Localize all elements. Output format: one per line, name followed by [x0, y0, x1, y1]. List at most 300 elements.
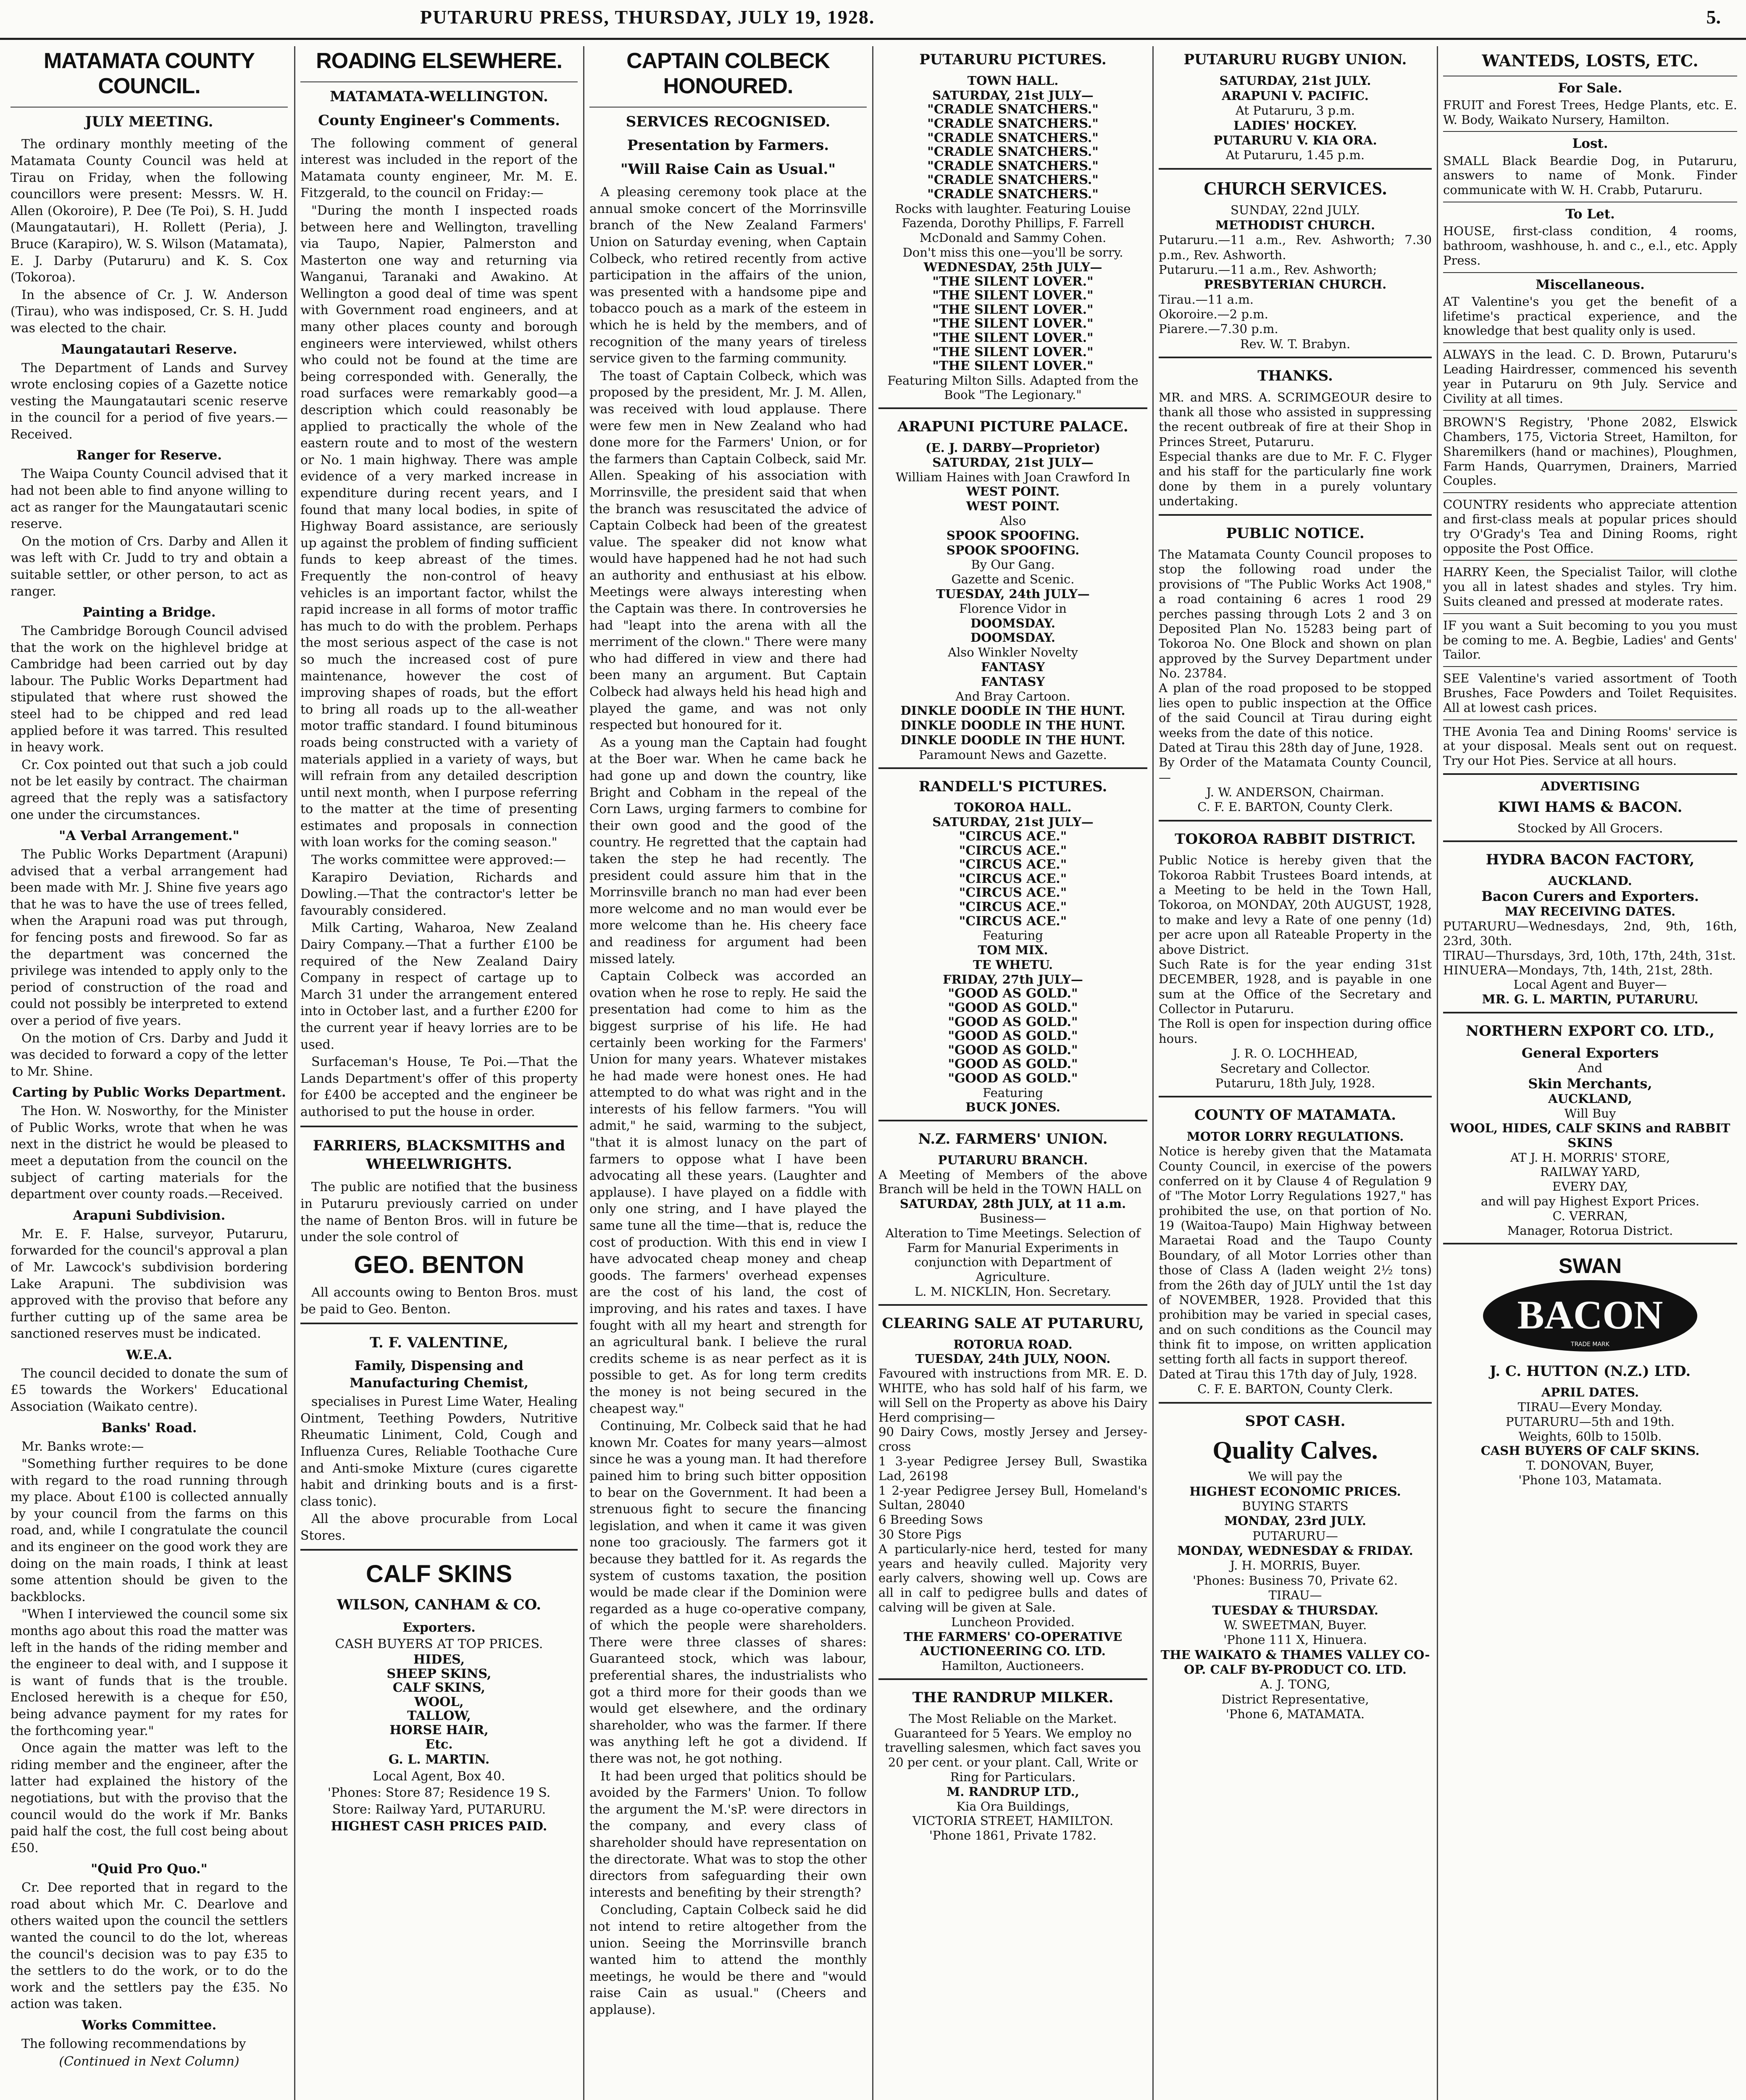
ad-title: PUTARURU RUGBY UNION. — [1183, 51, 1407, 68]
ad-weights: Weights, 60lb to 150lb. — [1518, 1429, 1662, 1444]
section-heading: Maungatautari Reserve. — [61, 341, 237, 357]
kiwi-hams-ad — [1443, 773, 1737, 835]
ad-location: EVERY DAY, — [1552, 1179, 1628, 1194]
ad-title: NORTHERN EXPORT CO. LTD., — [1466, 1022, 1714, 1040]
ad-role: District Representative, — [1221, 1692, 1369, 1706]
category: Miscellaneous. — [1536, 277, 1645, 292]
ad-city: AUCKLAND. — [1548, 874, 1632, 888]
ad-body: The Most Reliable on the Market. Guaranteed for 5 Years. We employ no travelling salesmen, which fact saves you 20 per cent. or your plant. Call, Write or Ring for Particulars. — [884, 1711, 1141, 1784]
film-title: "CIRCUS ACE." — [959, 899, 1067, 914]
film-title: DOOMSDAY. — [970, 616, 1055, 630]
ad-street: VICTORIA STREET, HAMILTON. — [912, 1814, 1114, 1828]
section-heading: Painting a Bridge. — [82, 605, 216, 620]
masthead — [0, 0, 1746, 40]
section-title: WANTEDS, LOSTS, ETC. — [1482, 51, 1699, 70]
ad-signature: C. F. E. BARTON, County Clerk. — [1197, 800, 1393, 814]
film-title: "CIRCUS ACE." — [959, 829, 1067, 844]
column-3 — [589, 46, 867, 2100]
ad-item-list — [300, 1653, 578, 1751]
film-title: "THE SILENT LOVER." — [932, 330, 1094, 345]
logo-bacon: BACON — [1517, 1292, 1663, 1338]
column-rule — [872, 46, 873, 2100]
ad-venue: ROTORUA ROAD. — [953, 1337, 1073, 1352]
ad-title: COUNTY OF MATAMATA. — [1194, 1107, 1396, 1124]
ad-body: specialises in Purest Lime Water, Healing Ointment, Teething Powders, Nutritive Rheumatic Liniment, Cold, Cough and Influenza Cures, Reliable Toothache Cure and Anti-smoke Mixture (cures cigarette habit and drinking bouts and is a first-class tonic). — [300, 1394, 578, 1509]
film-title: "CRADLE SNATCHERS." — [927, 173, 1099, 188]
film-title: "GOOD AS GOLD." — [948, 1057, 1078, 1072]
calf-skins-ad — [300, 1549, 578, 1835]
film-title: "THE SILENT LOVER." — [932, 344, 1094, 360]
ad-lunch: Luncheon Provided. — [951, 1614, 1075, 1629]
ad-body: Stocked by All Grocers. — [1517, 821, 1663, 835]
film-title: "GOOD AS GOLD." — [948, 1042, 1078, 1058]
ad-body: By Order of the Matamata County Council,— — [1159, 755, 1432, 785]
paragraph: The Public Works Department (Arapuni) advised that a verbal arrangement had been made with Mr. J. Shine five years ago that he was to have the use of trees felled, when the Arapuni road was put through, for fencing posts and firewood. So far as the department was concerned the privilege was intended to apply only to the period of construction of the road and could not possibly be interpreted to extend over a period of five years. — [11, 847, 288, 1028]
ad-date: WEDNESDAY, 25th JULY— — [923, 260, 1102, 274]
ad-signature: L. M. NICKLIN, Hon. Secretary. — [915, 1284, 1111, 1299]
film-star: TOM MIX. — [978, 942, 1048, 957]
ad-section: LADIES' HOCKEY. — [1233, 118, 1357, 133]
film-title: "CRADLE SNATCHERS." — [927, 102, 1099, 117]
column-rule — [583, 46, 584, 2100]
film-title: "CRADLE SNATCHERS." — [927, 130, 1099, 145]
film-desc: Gazette and Scenic. — [951, 572, 1075, 587]
film-title: "CIRCUS ACE." — [959, 871, 1067, 886]
ad-phone: 'Phone 6, MATAMATA. — [1225, 1707, 1365, 1722]
ad-subtitle: Skin Merchants, — [1528, 1075, 1652, 1092]
section-heading: W.E.A. — [126, 1347, 173, 1362]
ad-agent: Local Agent and Buyer— — [1513, 977, 1667, 992]
paragraph: The Hon. W. Nosworthy, for the Minister of Public Works, wrote that when he was next in the district he would be pleased to meet a deputation from the council on the subject of carting materials for the department over county roads.—Received. — [11, 1104, 288, 1202]
film-title: FANTASY — [981, 674, 1045, 689]
column-2 — [300, 46, 578, 2100]
farriers-ad — [300, 1126, 578, 1318]
section-heading: Arapuni Subdivision. — [73, 1208, 226, 1223]
ad-cash: HIGHEST CASH PRICES PAID. — [331, 1819, 547, 1834]
church-name: METHODIST CHURCH. — [1215, 218, 1375, 232]
ad-phone: 'Phones: Business 70, Private 62. — [1192, 1573, 1398, 1588]
article-subtitle: SERVICES RECOGNISED. — [626, 113, 831, 130]
film-desc: Featuring Milton Sills. Adapted from the Book "The Legionary." — [887, 373, 1139, 402]
paragraph: "During the month I inspected roads between here and Wellington, travelling via Taupo, Napier, Palmerston and Masterton one way and returning via Wanganui, Taranaki and Awakino. At Wellington a good deal of time was spent with Government road engineers, and at many other places county and borough engineers were interviewed, whilst others who could not be found at the time are being corresponded with. Generally, the road surfaces were remarkably good—a description which could reasonably be applied to practically the whole of the eastern route and to most of the western or No. 1 main highway. There was ample evidence of a very marked increase in expenditure during recent years, and I found that many local bodies, in spite of Highway Board assistance, are seriously up against the problem of finding sufficient funds to keep abreast of the times. Frequently the non-control of heavy vehicles is an important factor, whilst the rapid increase in all forms of motor traffic has much to do with the problem. Perhaps the most serious aspect of the case is not so much the increased cost of pure maintenance, however the cost of improving shapes of roads, but the effort to bring all roads up to the all-weather motor traffic standard. I found bituminous roads being constructed with a variety of materials applied in a variety of ways, but will refrain from any detailed description until next month, when I purpose referring to the matter at the time of presenting estimates and proposals in connection with loan works for the coming season." — [300, 203, 578, 850]
ad-firm: M. RANDRUP LTD., — [947, 1784, 1079, 1799]
service-line: Tirau.—11 a.m. — [1159, 292, 1254, 307]
ad-body: And — [1578, 1061, 1603, 1076]
arapuni-picture-ad — [878, 407, 1147, 762]
film-title: "CIRCUS ACE." — [959, 857, 1067, 872]
ad-date: SATURDAY, 21st JULY— — [932, 88, 1094, 102]
ad-title: SPOT CASH. — [1245, 1412, 1346, 1430]
ad-title: ARAPUNI PICTURE PALACE. — [897, 418, 1128, 436]
ad-days: MONDAY, WEDNESDAY & FRIDAY. — [1177, 1544, 1413, 1558]
ad-building: Kia Ora Buildings, — [956, 1799, 1070, 1814]
classified: ALWAYS in the lead. C. D. Brown, Putaruru's Leading Hairdresser, commenced his seventh year in Putaruru on 9th July. Service and Civility at all times. — [1443, 347, 1737, 406]
ad-title: THANKS. — [1257, 368, 1333, 385]
film-title: "CRADLE SNATCHERS." — [927, 186, 1099, 202]
list-item: WOOL, — [414, 1694, 464, 1709]
ad-firm: WILSON, CANHAM & CO. — [337, 1596, 542, 1614]
ad-town: Hamilton, Auctioneers. — [941, 1659, 1085, 1673]
paragraph: "When I interviewed the council some six months ago about this road the matter was left in the hands of the riding member and the engineer to deal with, and I suppose it is want of funds that is the trouble. Enclosed herewith is a cheque for £50, being advance payment for my rates for the forthcoming year." — [11, 1607, 288, 1738]
column-rule — [294, 46, 295, 2100]
film-title: WEST POINT. — [966, 499, 1060, 514]
film-title: "CRADLE SNATCHERS." — [927, 158, 1099, 173]
ad-date: SATURDAY, 21st JULY. — [1219, 74, 1371, 88]
ad-dates-title: MAY RECEIVING DATES. — [1504, 904, 1676, 919]
paragraph: Continuing, Mr. Colbeck said that he had known Mr. Coates for many years—almost since he was a young man. It had therefore pained him to bring such bitter opposition to bear on the Government. It had been a strenuous fight to secure the financing legislation, and when it came it was given none too graciously. The farmers got it because they battled for it. As regards the system of customs taxation, the position would be made clear if the Dominion were regarded as a huge co-operative company, of which the people were shareholders. There were three classes of shares: Guaranteed stock, which was labour, preferential shares, the industrialists who got a third more for their goods than we would get elsewhere, and the ordinary shareholder, who was the farmer. If there was anything left he got a dividend. If there was not, he got nothing. — [589, 1419, 867, 1767]
film-desc: Also — [999, 514, 1026, 528]
ad-days: TUESDAY & THURSDAY. — [1212, 1603, 1378, 1617]
ad-title: CHURCH SERVICES. — [1203, 178, 1387, 199]
randrup-milker-ad — [878, 1678, 1147, 1843]
paragraph: The toast of Captain Colbeck, which was proposed by the president, Mr. J. M. Allen, was received with loud applause. There were few men in New Zealand who had done more for the Farmers' Union, or for the farmers than Captain Colbeck, said Mr. Allen. Speaking of his association with Morrinsville, the president said that when the branch was resuscitated the advice of Captain Colbeck had been of the greatest value. The speaker did not know what would have happened had he not had such an authority and enthusiast at his elbow. Meetings were always interesting when the Captain was there. In controversies he had "leapt into the arena with all the merriment of the clown." There were many who had differed in view and there had been many an argument. But Captain Colbeck had always held his head high and played the game, and was not only respected but honoured for it. — [589, 368, 867, 733]
paragraph: The Cambridge Borough Council advised that the work on the highlevel bridge at Cambridge had been carried out by day labour. The Public Works Department had stipulated that where rust showed the steel had to be chipped and red lead applied before it was tarred. This resulted in heavy work. — [11, 624, 288, 755]
ad-body: Public Notice is hereby given that the Tokoroa Rabbit Trustees Board intends, at a Meeting to be held in the Town Hall, Tokoroa, on MONDAY, 20th AUGUST, 1928, to make and levy a Rate of one penny (1d) per acre upon all Rateable Property in the above District. — [1159, 853, 1432, 957]
column-1 — [11, 46, 288, 2100]
film-title: WEST POINT. — [966, 484, 1060, 499]
paragraph: Mr. Banks wrote:— — [21, 1439, 144, 1454]
film-title: "THE SILENT LOVER." — [932, 302, 1094, 317]
ad-agent-name: MR. G. L. MARTIN, PUTARURU. — [1482, 992, 1699, 1007]
ad-subtitle: Bacon Curers and Exporters. — [1481, 888, 1699, 905]
ad-body: BUYING STARTS — [1242, 1499, 1349, 1513]
paragraph: Cr. Cox pointed out that such a job could not be let easily by contract. The chairman agreed that the reply was a satisfactory one under the circumstances. — [11, 757, 288, 822]
film-title: SPOOK SPOOFING. — [946, 528, 1080, 543]
thanks-notice — [1159, 357, 1432, 509]
ad-body: Such Rate is for the year ending 31st DECEMBER, 1928, and is payable in one sum at the Office of the Secretary and Collector in Putaruru. — [1159, 957, 1432, 1016]
paragraph: It had been urged that politics should be avoided by the Farmers' Union. To follow the argument the M.'sP. were directors in the company, and every class of shareholder should have representation on the directorate. What was to stop the other directors from safeguarding their own interests and benefiting by their strength? — [589, 1769, 867, 1900]
ad-venue: TOKOROA HALL. — [954, 800, 1072, 815]
ad-title: T. F. VALENTINE, — [369, 1334, 509, 1352]
randells-pictures-ad — [878, 767, 1147, 1115]
ad-body: Dated at Tirau this 28th day of June, 1928. — [1159, 740, 1423, 755]
ad-signature: Putaruru, 18th July, 1928. — [1215, 1076, 1375, 1090]
ad-title: HYDRA BACON FACTORY, — [1486, 851, 1695, 869]
ad-name: GEO. BENTON — [354, 1251, 524, 1278]
ad-phone: 'Phone 103, Matamata. — [1518, 1473, 1662, 1487]
ad-headline: Quality Calves. — [1212, 1436, 1378, 1464]
ad-body: The public are notified that the business in Putaruru previously carried on under the name of Benton Bros. will in future be under the sole control of — [300, 1180, 578, 1245]
paragraph: On the motion of Crs. Darby and Judd it was decided to forward a copy of the letter to Mr. Shine. — [11, 1031, 288, 1079]
column-4 — [878, 46, 1147, 2100]
classified: IF you want a Suit becoming to you you must be coming to me. A. Begbie, Ladies' and Gents' Tailor. — [1443, 618, 1737, 662]
section-heading: Banks' Road. — [101, 1420, 197, 1436]
county-matamata-notice — [1159, 1096, 1432, 1396]
column-6 — [1443, 46, 1737, 2100]
logo-swan: SWAN — [1559, 1254, 1622, 1278]
film-title: "GOOD AS GOLD." — [948, 1014, 1078, 1029]
masthead-date: PUTARURU PRESS, THURSDAY, JULY 19, 1928. — [420, 6, 875, 28]
ad-signature: J. R. O. LOCHHEAD, — [1233, 1046, 1358, 1061]
ad-body: MR. and MRS. A. SCRIMGEOUR desire to thank all those who assisted in suppressing the recent outbreak of fire at their Shop in Princes Street, Putaruru. — [1159, 390, 1432, 449]
rabbit-district-notice — [1159, 820, 1432, 1091]
page-number: 5. — [1706, 6, 1721, 28]
ad-title: FARRIERS, BLACKSMITHS and WHEELWRIGHTS. — [313, 1137, 565, 1173]
ad-body: The Roll is open for inspection during office hours. — [1159, 1016, 1432, 1046]
service-line: Putaruru.—11 a.m., Rev. Ashworth; 7.30 p.m., Rev. Ashworth. — [1159, 233, 1432, 262]
ad-box: Local Agent, Box 40. — [373, 1769, 505, 1784]
paragraph: Captain Colbeck was accorded an ovation when he rose to reply. He said the presentation had come to him as the biggest surprise of his life. He had certainly been working for the Farmers' Union for many years. Whatever mistakes he had made were honest ones. He had attempted to do what was right and in the interests of his fellow farmers. "You will admit," he said, warming to the subject, "that it is almost lunacy on the part of farmers to oppose what I have been advocating all these years. (Laughter and applause). I have played on a fiddle with only one string, and I have played the same tune all the time—that is, reduce the cost of production. With this end in view I have advocated cheap money and cheap goods. The farmers' overhead expenses are the cost of his land, the cost of improving, and his rates and taxes. I have fought with all my heart and strength for an agricultural bank. I believe the rural credits scheme is as near perfect as it is possible to get. As for long term credits the money is not being secured in the cheapest way." — [589, 969, 867, 1416]
film-title: DOOMSDAY. — [970, 630, 1055, 645]
ad-date-line: HINUERA—Mondays, 7th, 14th, 21st, 28th. — [1443, 963, 1713, 977]
article-title: MATAMATA COUNTY COUNCIL. — [43, 49, 255, 98]
logo-trademark: TRADE MARK — [1571, 1341, 1609, 1348]
classified: SEE Valentine's varied assortment of Tooth Brushes, Face Powders and Toilet Requisites. All at lowest cash prices. — [1443, 671, 1737, 715]
ad-phone: 'Phone 111 X, Hinuera. — [1223, 1633, 1367, 1647]
film-title: DINKLE DOODLE IN THE HUNT. — [900, 718, 1125, 733]
column-rule — [1437, 46, 1438, 2100]
paragraph: Once again the matter was left to the riding member and the engineer, after the latter had explained the history of the negotiations, but with the proviso that the council would do the work if Mr. Banks paid half the cost, the full cost being about £50. — [11, 1741, 288, 1856]
classified: BROWN'S Registry, 'Phone 2082, Elswick Chambers, 175, Victoria Street, Hamilton, for Sharemilkers (hand or machines), Ploughmen, Farm Hands, Quarrymen, Drainers, Married Couples. — [1443, 415, 1737, 488]
ad-town: TIRAU— — [1268, 1588, 1322, 1603]
ad-body: The Matamata County Council proposes to stop the following road under the provisions of "The Public Works Act 1908," a road containing 6 acres 1 rood 29 perches passing through Lots 2 and 3 on Deposited Plan No. 15283 being part of Tokoroa No. One Block and shown on plan approved by the Survey Department under No. 23784. — [1159, 547, 1432, 681]
church-name: PRESBYTERIAN CHURCH. — [1204, 277, 1387, 292]
film-note: Don't miss this one—you'll be sorry. — [902, 245, 1123, 260]
paragraph: In the absence of Cr. J. W. Anderson (Tirau), who was indisposed, Cr. S. H. Judd was elected to the chair. — [11, 287, 288, 336]
farmers-union-ad — [878, 1120, 1147, 1299]
film-desc: Paramount News and Gazette. — [919, 747, 1107, 762]
ad-firm: THE FARMERS' CO-OPERATIVE AUCTIONEERING CO. LTD. — [903, 1629, 1123, 1659]
category: For Sale. — [1558, 80, 1622, 96]
ad-business: Business— — [979, 1211, 1047, 1226]
ad-title: CALF SKINS — [366, 1560, 512, 1588]
column-rule — [1152, 46, 1154, 2100]
sale-item: 1 2-year Pedigree Jersey Bull, Homeland's Sultan, 28040 — [878, 1483, 1147, 1512]
ad-body: Notice is hereby given that the Matamata County Council, in exercise of the powers conferred on it by Clause 4 of Regulation 9 of "The Motor Lorry Regulations 1927," has prohibited the use, on that portion of No. 19 (Waitoa-Taupo) Main Highway between Maraetai Road and the Taupo County Boundary, of all Motor Lorries other than those of Class A (laden weight 2½ tons) from the 26th day of JULY until the 1st day of NOVEMBER, 1928. Provided that this prohibition may be varied in special cases, and on such conditions as the Council may think fit to impose, on written application setting forth all facts in support thereof. — [1159, 1144, 1432, 1367]
ad-date: SATURDAY, 28th JULY, at 11 a.m. — [899, 1197, 1126, 1211]
film-title: "CIRCUS ACE." — [959, 843, 1067, 858]
ad-body: We will pay the — [1248, 1469, 1343, 1484]
film-desc: Featuring — [983, 928, 1043, 943]
film-list — [878, 987, 1147, 1085]
ad-body: Dated at Tirau this 17th day of July, 1928. — [1159, 1367, 1417, 1381]
ad-title: N.Z. FARMERS' UNION. — [918, 1131, 1108, 1148]
ad-date-line: PUTARURU—5th and 19th. — [1506, 1414, 1675, 1429]
ad-role: Exporters. — [402, 1620, 476, 1635]
classified: COUNTRY residents who appreciate attention and first-class meals at popular prices should try O'Grady's Tea and Dining Rooms, right opposite the Post Office. — [1443, 497, 1737, 556]
church-services — [1159, 168, 1432, 352]
film-title: "GOOD AS GOLD." — [948, 1071, 1078, 1086]
ad-body: HIGHEST ECONOMIC PRICES. — [1189, 1484, 1401, 1499]
classified: THE Avonia Tea and Dining Rooms' service is at your disposal. Meals sent out on request. Try our Hot Pies. Service at all hours. — [1443, 724, 1737, 768]
ad-line: CASH BUYERS AT TOP PRICES. — [335, 1637, 543, 1652]
clearing-sale-ad — [878, 1304, 1147, 1673]
paragraph: The Department of Lands and Survey wrote enclosing copies of a Gazette notice vesting the Maungatautari scenic reserve in the council for a period of five years.—Received. — [11, 360, 288, 442]
ad-phone: 'Phone 1861, Private 1782. — [929, 1828, 1097, 1843]
ad-branch: PUTARURU BRANCH. — [938, 1152, 1088, 1167]
paragraph: The following comment of general interest was included in the report of the Matamata county engineer, Mr. M. E. Fitzgerald, to the council on Friday:— — [300, 136, 578, 201]
film-title: "CIRCUS ACE." — [959, 914, 1067, 929]
ad-subtitle: Family, Dispensing and Manufacturing Chemist, — [350, 1358, 529, 1391]
paragraph: The ordinary monthly meeting of the Matamata County Council was held at Tirau on Friday, when the following councillors were present: Messrs. W. H. Allen (Okoroire), P. Dee (Te Poi), S. H. Judd (Maungatautari), H. Rollett (Peria), J. Bruce (Karapiro), W. S. Wilson (Matamata), E. J. Darby (Putaruru) and K. S. Cox (Tokoroa). — [11, 137, 288, 285]
film-desc: Florence Vidor in — [959, 601, 1067, 616]
match-time: At Putaruru, 3 p.m. — [1235, 103, 1355, 118]
film-title: DINKLE DOODLE IN THE HUNT. — [900, 733, 1125, 748]
film-title: "CRADLE SNATCHERS." — [927, 144, 1099, 160]
ad-city: AUCKLAND, — [1548, 1092, 1632, 1106]
minister: Rev. W. T. Brabyn. — [1240, 336, 1351, 351]
sale-item: 90 Dairy Cows, mostly Jersey and Jersey-cross — [878, 1425, 1147, 1454]
classified: HOUSE, first-class condition, 4 rooms, bathroom, washhouse, h. and c., e.l., etc. Apply Press. — [1443, 224, 1737, 268]
ad-proprietor: (E. J. DARBY—Proprietor) — [925, 441, 1101, 455]
ad-date: SATURDAY, 21st JULY— — [932, 815, 1094, 830]
ad-signature: Secretary and Collector. — [1220, 1061, 1370, 1076]
list-item: Etc. — [425, 1737, 453, 1752]
film-list — [878, 830, 1147, 928]
section-heading: Carting by Public Works Department. — [12, 1085, 286, 1100]
public-notice — [1159, 514, 1432, 815]
ad-location: AT J. H. MORRIS' STORE, — [1510, 1150, 1670, 1165]
ad-manager: C. VERRAN, — [1552, 1208, 1628, 1223]
list-item: SHEEP SKINS, — [387, 1666, 492, 1681]
list-item: HIDES, — [413, 1652, 465, 1667]
ad-venue: TOWN HALL. — [967, 73, 1059, 88]
category: Lost. — [1572, 136, 1608, 152]
film-desc: Also Winkler Novelty — [948, 645, 1078, 660]
rugby-union-ad — [1159, 51, 1432, 163]
ad-phone: 'Phones: Store 87; Residence 19 S. — [327, 1785, 551, 1801]
section-heading: Works Committee. — [82, 2018, 217, 2033]
film-desc: And Bray Cartoon. — [955, 689, 1070, 704]
list-item: HORSE HAIR, — [389, 1723, 489, 1738]
film-desc: Featuring — [983, 1085, 1043, 1100]
swan-bacon-logo — [1473, 1253, 1708, 1358]
film-desc: By Our Gang. — [971, 557, 1055, 572]
paragraph: Milk Carting, Waharoa, New Zealand Dairy Company.—That a further £100 be required of the New Zealand Dairy Company in respect of cartage up to March 31 under the arrangement entered into in October last, and a further £200 for the current year if heavy lorries are to be used. — [300, 921, 578, 1052]
paragraph: Cr. Dee reported that in regard to the road about which Mr. C. Dearlove and others waited upon the council the settlers wanted the council to do the lot, whereas the council's decision was to pay £35 to the settlers to do the work, or to do the work and the settlers pay the £35. No action was taken. — [11, 1880, 288, 2012]
service-line: Okoroire.—2 p.m. — [1159, 307, 1268, 322]
ad-firm: THE WAIKATO & THAMES VALLEY CO-OP. CALF BY-PRODUCT CO. LTD. — [1160, 1647, 1430, 1677]
paragraph: A pleasing ceremony took place at the annual smoke concert of the Morrinsville branch of the New Zealand Farmers' Union on Saturday evening, when Captain Colbeck, who retired recently from active participation in the affairs of the union, was presented with a handsome pipe and tobacco pouch as a mark of the esteem in which he is held by the members, and of recognition of the many years of tireless service given to the farming community. — [589, 185, 867, 366]
ad-body: A plan of the road proposed to be stopped lies open to public inspection at the Office of the said Council at Tirau during eight weeks from the date of this notice. — [1159, 681, 1432, 740]
swan-bacon-ad — [1443, 1243, 1737, 1487]
ad-signature: J. W. ANDERSON, Chairman. — [1206, 785, 1384, 800]
ad-manager: A. J. TONG, — [1260, 1677, 1331, 1692]
article-subtitle: JULY MEETING. — [85, 113, 213, 130]
sale-item: 30 Store Pigs — [878, 1527, 962, 1542]
classified: HARRY Keen, the Specialist Tailor, will clothe you all in latest shades and styles. Try him. Suits cleaned and pressed at moderate rates. — [1443, 565, 1737, 609]
ad-body: A particularly-nice herd, tested for many years and heavily culled. Majority very early calvers, showing well up. Cows are all in calf to pedigree bulls and dates of calving will be given at Sale. — [878, 1541, 1147, 1614]
paragraph: The Waipa County Council advised that it had not been able to find anyone willing to act as ranger for the Maungatautari scenic reserve. — [11, 467, 288, 532]
sale-item: 6 Breeding Sows — [878, 1512, 983, 1527]
paragraph: "Something further requires to be done with regard to the road running through my place. About £100 is collected annually by your council from the farms on this road, and, while I congratulate the council and its engineer on the good work they are doing on the main roads, I think at least some attention should be given to the backblocks. — [11, 1457, 288, 1604]
film-title: "GOOD AS GOLD." — [948, 986, 1078, 1001]
ad-cash: CASH BUYERS OF CALF SKINS. — [1480, 1444, 1700, 1458]
ad-footnote: All accounts owing to Benton Bros. must be paid to Geo. Benton. — [300, 1285, 578, 1317]
category: To Let. — [1565, 206, 1615, 222]
ad-signature: C. F. E. BARTON, County Clerk. — [1197, 1382, 1393, 1396]
film-list — [878, 275, 1147, 373]
article-title: ROADING ELSEWHERE. — [316, 49, 562, 73]
ad-role: Manager, Rotorua District. — [1507, 1223, 1673, 1238]
film-title: FANTASY — [981, 660, 1045, 675]
classified: AT Valentine's you get the benefit of a lifetime's practical experience, and the knowledge that best quality only is used. — [1443, 294, 1737, 338]
article-subheading: Presentation by Farmers. — [627, 137, 829, 154]
paragraph: The works committee were approved:— — [311, 853, 566, 868]
paragraph: Concluding, Captain Colbeck said he did not intend to retire altogether from the union. Seeing the Morrinsville branch wanted him to attend the monthly meetings, he would be there and "would raise Cain as usual." (Cheers and applause). — [589, 1903, 867, 2017]
ad-date: TUESDAY, 24th JULY— — [936, 587, 1090, 601]
ad-date: SATURDAY, 21st JULY— — [932, 455, 1094, 470]
continued-note: (Continued in Next Column) — [59, 2054, 239, 2069]
ad-title: TOKOROA RABBIT DISTRICT. — [1175, 830, 1416, 848]
ad-title: PUTARURU PICTURES. — [919, 51, 1107, 68]
film-title: "THE SILENT LOVER." — [932, 359, 1094, 374]
ad-buyer: J. H. MORRIS, Buyer. — [1230, 1558, 1361, 1573]
ad-items: WOOL, HIDES, CALF SKINS and RABBIT SKINS — [1450, 1121, 1730, 1150]
film-title: "GOOD AS GOLD." — [948, 1029, 1078, 1044]
film-title: "CRADLE SNATCHERS." — [927, 116, 1099, 131]
paragraph: The following recommendations by — [21, 2036, 246, 2051]
service-line: Piarere.—7.30 p.m. — [1159, 322, 1278, 336]
film-list — [878, 102, 1147, 201]
match: ARAPUNI V. PACIFIC. — [1222, 88, 1369, 103]
ad-footnote: All the above procurable from Local Stores. — [300, 1512, 578, 1543]
section-heading: "Quid Pro Quo." — [91, 1861, 208, 1877]
paragraph: Surfaceman's House, Te Poi.—That the Lands Department's offer of this property for £400 be accepted and the engineer be authorised to put the house in order. — [300, 1055, 578, 1119]
section-heading: "A Verbal Arrangement." — [59, 828, 239, 844]
ad-date: SUNDAY, 22nd JULY. — [1231, 203, 1360, 218]
article-subheading: County Engineer's Comments. — [318, 112, 560, 129]
ad-location: RAILWAY YARD, — [1540, 1165, 1641, 1179]
film-title: "CIRCUS ACE." — [959, 885, 1067, 900]
hydra-bacon-ad — [1443, 840, 1737, 1007]
putaruru-pictures-ad — [878, 51, 1147, 402]
film-title: "THE SILENT LOVER." — [932, 274, 1094, 289]
article-title: CAPTAIN COLBECK HONOURED. — [626, 49, 830, 98]
ad-date-line: TIRAU—Thursdays, 3rd, 10th, 17th, 24th, 31st. — [1443, 948, 1736, 963]
ad-firm: J. C. HUTTON (N.Z.) LTD. — [1489, 1363, 1691, 1380]
ad-date-line: PUTARURU—Wednesdays, 2nd, 9th, 16th, 23rd, 30th. — [1443, 919, 1737, 948]
article-subheading: "Will Raise Cain as Usual." — [620, 161, 836, 178]
spot-cash-ad — [1159, 1402, 1432, 1722]
northern-export-ad — [1443, 1012, 1737, 1238]
ad-town: PUTARURU— — [1252, 1528, 1338, 1543]
film-title: "THE SILENT LOVER." — [932, 316, 1094, 331]
classified: FRUIT and Forest Trees, Hedge Plants, etc. E. W. Body, Waikato Nursery, Hamilton. — [1443, 97, 1737, 127]
ad-body: A Meeting of Members of the above Branch will be held in the TOWN HALL on — [878, 1167, 1147, 1197]
film-title: SPOOK SPOOFING. — [946, 543, 1080, 557]
paragraph: Mr. E. F. Halse, surveyor, Putaruru, forwarded for the council's approval a plan of Mr. Lawcock's subdivision bordering Lake Arapuni. The subdivision was approved with the proviso that before any further cutting up of the same area be sanctioned reserves must be indicated. — [11, 1226, 288, 1341]
ad-title: KIWI HAMS & BACON. — [1498, 798, 1683, 816]
classified: SMALL Black Beardie Dog, in Putaruru, answers to name of Monk. Finder communicate with W. H. Crabb, Putaruru. — [1443, 153, 1737, 197]
ad-title: PUBLIC NOTICE. — [1226, 525, 1365, 542]
ad-body: Alteration to Time Meetings. Selection of Farm for Manurial Experiments in conjunction with Department of Agriculture. — [885, 1226, 1141, 1284]
ad-buyer: W. SWEETMAN, Buyer. — [1223, 1617, 1367, 1632]
film-star: BUCK JONES. — [965, 1100, 1060, 1115]
ad-body: and will pay Highest Export Prices. — [1480, 1194, 1700, 1208]
ad-buyer: T. DONOVAN, Buyer, — [1526, 1458, 1654, 1473]
film-desc: Rocks with laughter. Featuring Louise Fazenda, Dorothy Phillips, F. Farrell McDonald and Sammy Cohen. — [895, 201, 1131, 245]
ad-title: RANDELL'S PICTURES. — [918, 778, 1107, 795]
section-heading: Ranger for Reserve. — [76, 448, 222, 463]
valentine-ad — [300, 1323, 578, 1544]
list-item: TALLOW, — [407, 1709, 471, 1724]
list-item: CALF SKINS, — [392, 1680, 486, 1696]
article-subtitle: MATAMATA-WELLINGTON. — [330, 88, 548, 105]
film-desc: William Haines with Joan Crawford In — [895, 470, 1131, 484]
ad-agent: G. L. MARTIN. — [388, 1752, 490, 1767]
paragraph: On the motion of Crs. Darby and Allen it was left with Cr. Judd to try and obtain a suitable settler, or other person, to act as ranger. — [11, 534, 288, 599]
ad-subtitle: MOTOR LORRY REGULATIONS. — [1186, 1129, 1404, 1144]
match-time: At Putaruru, 1.45 p.m. — [1225, 148, 1365, 163]
paragraph: Karapiro Deviation, Richards and Dowling.—That the contractor's letter be favourably considered. — [300, 870, 578, 918]
film-title: "GOOD AS GOLD." — [948, 1000, 1078, 1015]
sale-item: 1 3-year Pedigree Jersey Bull, Swastika Lad, 26198 — [878, 1454, 1147, 1483]
match: PUTARURU V. KIA ORA. — [1213, 133, 1377, 147]
ad-subtitle: General Exporters — [1521, 1045, 1659, 1061]
service-line: Putaruru.—11 a.m., Rev. Ashworth; — [1159, 262, 1377, 277]
ad-body: Will Buy — [1564, 1106, 1616, 1121]
